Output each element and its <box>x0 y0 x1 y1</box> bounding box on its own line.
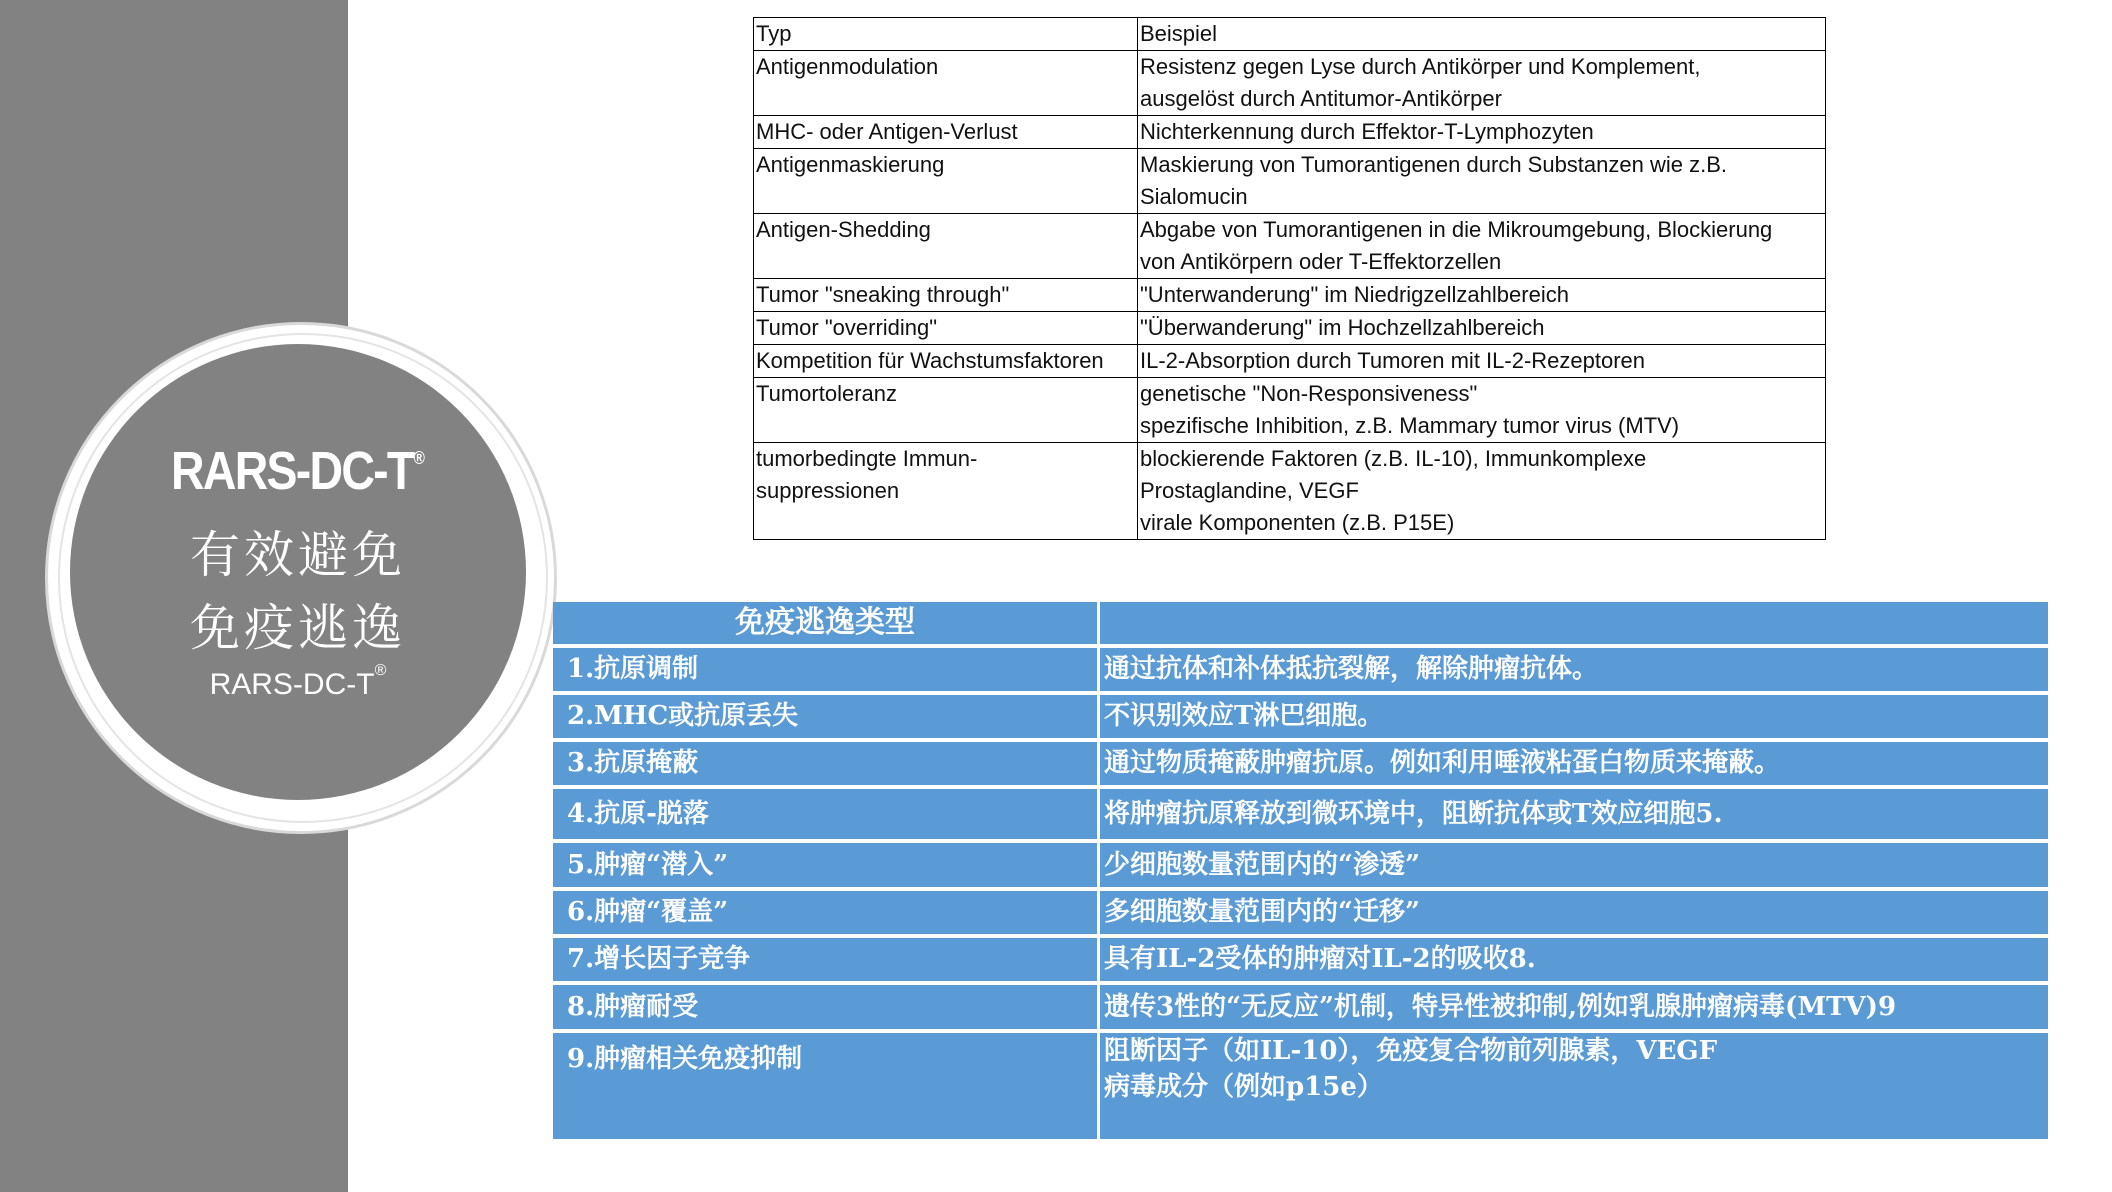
chinese-table-row <box>553 648 2048 691</box>
brand-subtitle <box>70 662 526 702</box>
german-type-cell: Antigenmodulation <box>754 51 1138 116</box>
chinese-type-cell: 1.抗原调制 <box>553 648 1097 691</box>
german-example-cell: blockierende Faktoren (z.B. IL-10), Immunkomplexe Prostaglandine, VEGF virale Komponenten (z.B. P15E) <box>1138 443 1826 540</box>
german-table-row <box>754 443 1826 540</box>
german-type-cell: Antigen-Shedding <box>754 214 1138 279</box>
german-example-cell: Abgabe von Tumorantigenen in die Mikroumgebung, Blockierung von Antikörpern oder T-Effektorzellen <box>1138 214 1826 279</box>
chinese-escape-table <box>553 602 2048 1143</box>
chinese-table-row <box>553 695 2048 738</box>
chinese-type-cell: 7.增长因子竞争 <box>553 938 1097 981</box>
chinese-desc-cell: 多细胞数量范围内的“迁移” <box>1100 891 2048 934</box>
chinese-table-row <box>553 843 2048 887</box>
chinese-desc-cell: 通过抗体和补体抵抗裂解，解除肿瘤抗体。 <box>1100 648 2048 691</box>
chinese-type-cell: 3.抗原掩蔽 <box>553 742 1097 785</box>
german-table-row <box>754 312 1826 345</box>
chinese-type-cell: 4.抗原-脱落 <box>553 789 1097 839</box>
german-type-cell: Kompetition für Wachstumsfaktoren <box>754 345 1138 378</box>
chinese-table-row <box>553 789 2048 839</box>
chinese-type-cell: 5.肿瘤“潜入” <box>553 843 1097 887</box>
german-table-row <box>754 51 1826 116</box>
chinese-type-cell: 2.MHC或抗原丢失 <box>553 695 1097 738</box>
german-example-cell: "Unterwanderung" im Niedrigzellzahlbereich <box>1138 279 1826 312</box>
chinese-desc-cell: 具有IL-2受体的肿瘤对IL-2的吸收8. <box>1100 938 2048 981</box>
brand-slogan-line2: 免疫逃逸 <box>190 599 406 657</box>
chinese-header-blank <box>1100 602 2048 644</box>
brand-title-text: RARS-DC-T <box>171 441 414 501</box>
german-table-row <box>754 149 1826 214</box>
german-example-cell: Nichterkennung durch Effektor-T-Lymphozyten <box>1138 116 1826 149</box>
german-example-cell: Resistenz gegen Lyse durch Antikörper und Komplement, ausgelöst durch Antitumor-Antikörper <box>1138 51 1826 116</box>
chinese-desc-cell: 遗传3性的“无反应”机制，特异性被抑制,例如乳腺肿瘤病毒(MTV)9 <box>1100 985 2048 1029</box>
german-type-cell: Tumortoleranz <box>754 378 1138 443</box>
chinese-table-row <box>553 985 2048 1029</box>
german-header-cell: Beispiel <box>1138 18 1826 51</box>
brand-subtitle-reg-mark: ® <box>374 662 387 679</box>
german-table-row <box>754 378 1826 443</box>
chinese-desc-cell: 不识别效应T淋巴细胞。 <box>1100 695 2048 738</box>
german-example-cell: "Überwanderung" im Hochzellzahlbereich <box>1138 312 1826 345</box>
chinese-type-cell: 8.肿瘤耐受 <box>553 985 1097 1029</box>
brand-slogan-line1: 有效避免 <box>190 526 406 584</box>
german-table-row <box>754 116 1826 149</box>
chinese-table-row <box>553 938 2048 981</box>
german-type-cell: MHC- oder Antigen-Verlust <box>754 116 1138 149</box>
german-type-cell: tumorbedingte Immun- suppressionen <box>754 443 1138 540</box>
german-type-cell: Tumor "sneaking through" <box>754 279 1138 312</box>
german-type-cell: Tumor "overriding" <box>754 312 1138 345</box>
german-escape-table <box>753 17 1826 540</box>
brand-subtitle-text: RARS-DC-T <box>209 668 375 701</box>
chinese-type-cell: 6.肿瘤“覆盖” <box>553 891 1097 934</box>
german-header-cell: Typ <box>754 18 1138 51</box>
chinese-desc-cell: 通过物质掩蔽肿瘤抗原。例如利用唾液粘蛋白物质来掩蔽。 <box>1100 742 2048 785</box>
german-table-row <box>754 279 1826 312</box>
chinese-table-row <box>553 742 2048 785</box>
german-table-row <box>754 214 1826 279</box>
chinese-desc-cell: 将肿瘤抗原释放到微环境中，阻断抗体或T效应细胞5. <box>1100 789 2048 839</box>
german-table-header <box>754 18 1826 51</box>
german-type-cell: Antigenmaskierung <box>754 149 1138 214</box>
chinese-header-type: 免疫逃逸类型 <box>553 602 1097 644</box>
brand-title <box>102 440 494 502</box>
chinese-desc-cell: 少细胞数量范围内的“渗透” <box>1100 843 2048 887</box>
german-example-cell: IL-2-Absorption durch Tumoren mit IL-2-Rezeptoren <box>1138 345 1826 378</box>
chinese-type-cell: 9.肿瘤相关免疫抑制 <box>553 1033 1097 1139</box>
chinese-table-row <box>553 891 2048 934</box>
german-example-cell: Maskierung von Tumorantigenen durch Substanzen wie z.B. Sialomucin <box>1138 149 1826 214</box>
german-table-row <box>754 345 1826 378</box>
brand-title-reg-mark: ® <box>413 448 425 468</box>
chinese-table-header <box>553 602 2048 644</box>
chinese-desc-cell: 阻断因子（如IL-10），免疫复合物前列腺素，VEGF 病毒成分（例如p15e） <box>1100 1033 2048 1139</box>
chinese-table-row <box>553 1033 2048 1139</box>
german-example-cell: genetische "Non-Responsiveness" spezifische Inhibition, z.B. Mammary tumor virus (MTV) <box>1138 378 1826 443</box>
